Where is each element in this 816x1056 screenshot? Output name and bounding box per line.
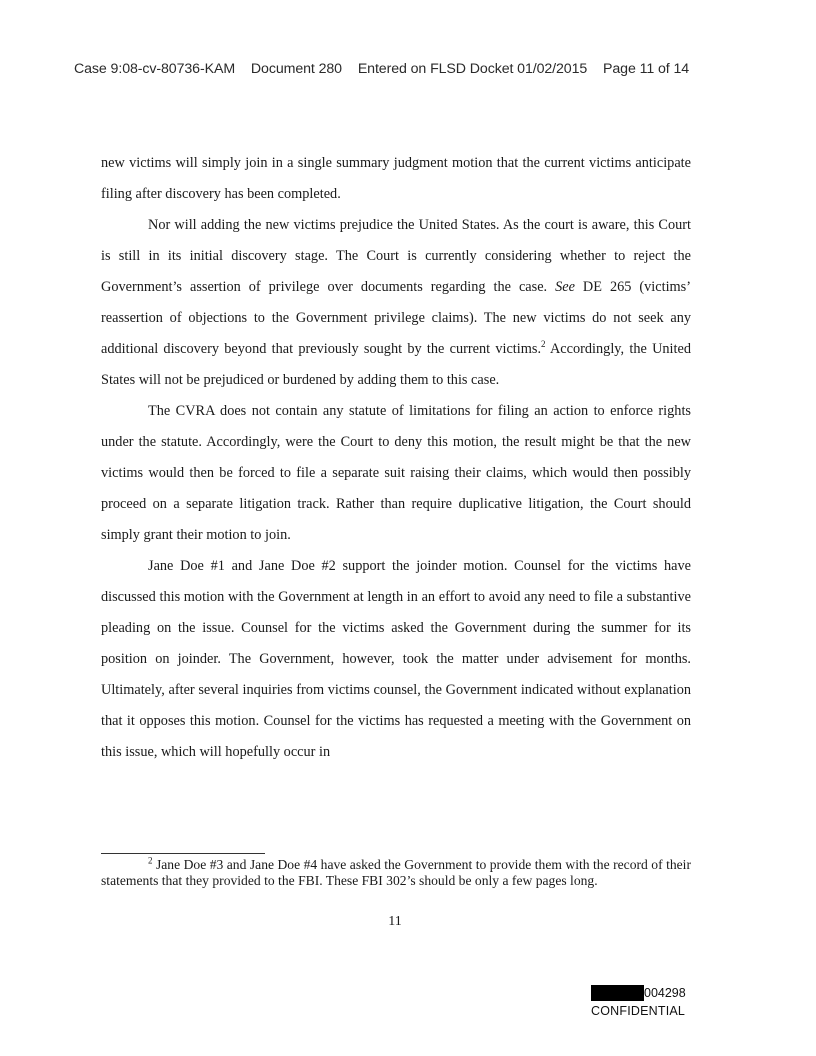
footnote bbox=[101, 857, 691, 889]
paragraph-2-part-a: Nor will adding the new victims prejudice the United States. As the court is aware, this Court is still in its initial discovery stage. The Court is currently considering whether to reject the Government’s assertion of privilege over documents regarding the case. bbox=[101, 217, 691, 295]
page-number: 11 bbox=[388, 914, 402, 929]
see-signal: See bbox=[555, 279, 575, 295]
bates-row bbox=[591, 985, 686, 1001]
document-number: Document 280 bbox=[250, 61, 342, 77]
paragraph-1: new victims will simply join in a single summary judgment motion that the current victims anticipate filing after discovery has been completed. bbox=[101, 155, 691, 202]
docket-header bbox=[74, 61, 754, 77]
footnote-divider bbox=[101, 853, 265, 854]
body-text bbox=[101, 148, 691, 768]
footnote-text: Jane Doe #3 and Jane Doe #4 have asked the Government to provide them with the record of their statements that they provided to the FBI. These FBI 302’s should be only a few pages long. bbox=[101, 857, 691, 888]
paragraph-2-part-c: Accordingly, the United States will not be prejudiced or burdened by adding them to this case. bbox=[101, 341, 691, 388]
paragraph-2 bbox=[101, 210, 691, 396]
page-indicator: Page 11 of 14 bbox=[603, 61, 690, 77]
case-number: Case 9:08-cv-80736-KAM bbox=[74, 61, 236, 77]
confidential-label: CONFIDENTIAL bbox=[591, 1004, 686, 1018]
footnote-marker: 2 bbox=[148, 855, 153, 866]
footnote-reference: 2 bbox=[541, 339, 546, 350]
paragraph-2-part-b: DE 265 (victims’ reassertion of objections to the Government privilege claims). The new victims do not seek any additional discovery beyond that previously sought by the current victims. bbox=[101, 279, 692, 357]
bates-number: 004298 bbox=[644, 986, 686, 1000]
docket-entry: Entered on FLSD Docket 01/02/2015 bbox=[357, 61, 588, 77]
bates-stamp bbox=[591, 985, 686, 1018]
paragraph-4: Jane Doe #1 and Jane Doe #2 support the joinder motion. Counsel for the victims have discussed this motion with the Government at length in an effort to avoid any need to file a substantive pleading on the issue. Counsel for the victims asked the Government during the summer for its position on joinder. The Government, however, took the matter under advisement for months. Ultimately, after several inquiries from victims counsel, the Government indicated without explanation that it opposes this motion. Counsel for the victims has requested a meeting with the Government on this issue, which will hopefully occur in bbox=[101, 558, 691, 760]
redaction-box bbox=[591, 985, 644, 1001]
paragraph-3: The CVRA does not contain any statute of limitations for filing an action to enforce rights under the statute. Accordingly, were the Court to deny this motion, the result might be that the new victims would then be forced to file a separate suit raising their claims, which would then possibly proceed on a separate litigation track. Rather than require duplicative litigation, the Court should simply grant their motion to join. bbox=[101, 403, 691, 543]
